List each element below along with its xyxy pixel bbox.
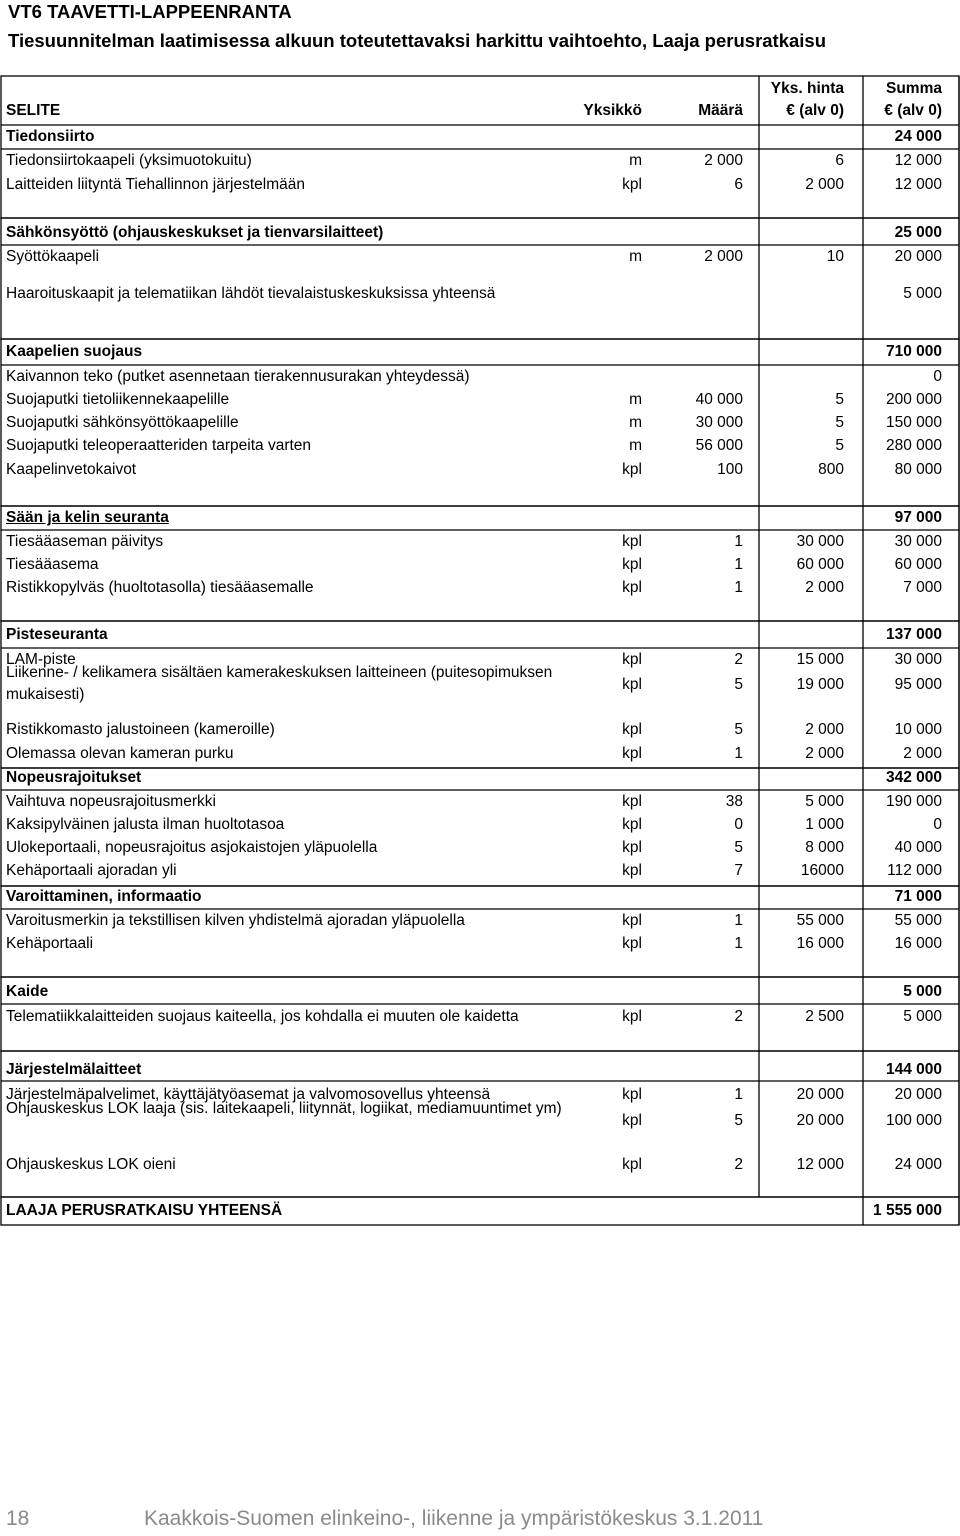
row-unit-price: 5 000 [805,793,844,810]
row-sum: 710 000 [885,343,942,360]
row-unit: kpl [622,1112,642,1129]
row-sum: 24 000 [894,1156,942,1173]
row-quantity: 1 [734,556,743,573]
row-description: Ristikkomasto jalustoineen (kameroille) [6,721,275,738]
row-description: Tiedonsiirtokaapeli (yksimuotokuitu) [6,152,252,169]
row-unit: kpl [622,745,642,762]
row-description: Ristikkopylväs (huoltotasolla) tiesääasemalle [6,579,314,596]
row-description: Vaihtuva nopeusrajoitusmerkki [6,793,216,810]
row-sum: 95 000 [894,676,942,693]
row-description: Nopeusrajoitukset [6,769,142,786]
row-sum: 190 000 [885,793,942,810]
row-sum: 342 000 [885,769,942,786]
row-unit-price: 2 500 [805,1008,844,1025]
row-description: Olemassa olevan kameran purku [6,745,234,762]
row-quantity: 1 [734,579,743,596]
header-unit-price-line1: Yks. hinta [770,80,844,97]
row-unit: kpl [622,176,642,193]
row-unit: m [629,414,642,431]
row-sum: 60 000 [894,556,942,573]
header-quantity: Määrä [698,102,743,119]
row-unit-price: 8 000 [805,839,844,856]
row-description: Suojaputki sähkönsyöttökaapelille [6,414,239,431]
row-description: Kaksipylväinen jalusta ilman huoltotasoa [6,816,285,833]
row-quantity: 2 000 [704,152,743,169]
row-unit: m [629,391,642,408]
row-sum: 20 000 [894,248,942,265]
row-sum: 30 000 [894,651,942,668]
row-description: Kaivannon teko (putket asennetaan tierakennusurakan yhteydessä) [6,368,470,385]
header-unit: Yksikkö [583,102,642,119]
header-sum-line1: Summa [886,80,942,97]
row-sum: 30 000 [894,533,942,550]
row-sum: 112 000 [887,862,942,879]
row-unit: kpl [622,862,642,879]
row-unit-price: 16 000 [796,935,844,952]
row-sum: 150 000 [885,414,942,431]
row-sum: 12 000 [894,176,942,193]
row-unit: kpl [622,676,642,693]
document-subtitle: Tiesuunnitelman laatimisessa alkuun toteutettavaksi harkittu vaihtoehto, Laaja perusratkaisu [8,30,827,51]
row-unit-price: 19 000 [796,676,844,693]
row-quantity: 1 [734,935,743,952]
row-unit-price: 1 000 [805,816,844,833]
header-description: SELITE [6,102,61,119]
row-description: LAM-piste [6,651,76,668]
row-description: Sään ja kelin seuranta [6,509,169,526]
row-unit-price: 20 000 [796,1086,844,1103]
row-description: Pisteseuranta [6,626,108,643]
row-description: LAAJA PERUSRATKAISU YHTEENSÄ [6,1202,283,1219]
row-description: Telematiikkalaitteiden suojaus kaiteella, jos kohdalla ei muuten ole kaidetta [6,1008,519,1025]
row-unit-price: 5 [835,414,844,431]
row-sum: 5 000 [903,1008,942,1025]
row-unit: kpl [622,912,642,929]
row-description: Haaroituskaapit ja telematiikan lähdöt tievalaistuskeskuksissa yhteensä [6,285,496,302]
row-sum: 10 000 [894,721,942,738]
row-sum: 137 000 [885,626,942,643]
row-sum: 0 [933,368,942,385]
row-description: Liikenne- / kelikamera sisältäen kamerakeskuksen laitteineen (puitesopimuksen mukaisesti) [6,664,553,703]
row-unit: kpl [622,839,642,856]
row-unit: kpl [622,721,642,738]
row-sum: 80 000 [894,461,942,478]
row-unit-price: 60 000 [796,556,844,573]
row-description: Tiesääasema [6,556,99,573]
row-sum: 16 000 [894,935,942,952]
row-description: Ulokeportaali, nopeusrajoitus asjokaistojen yläpuolella [6,839,378,856]
row-description: Kaapelien suojaus [6,343,143,360]
row-unit-price: 20 000 [796,1112,844,1129]
row-sum: 7 000 [903,579,942,596]
row-unit-price: 10 [826,248,844,265]
row-sum: 2 000 [903,745,942,762]
row-description: Varoitusmerkin ja tekstillisen kilven yhdistelmä ajoradan yläpuolella [6,912,465,929]
row-quantity: 56 000 [695,437,743,454]
row-sum: 100 000 [885,1112,942,1129]
row-sum: 280 000 [885,437,942,454]
row-unit: kpl [622,533,642,550]
row-unit-price: 2 000 [805,745,844,762]
row-unit-price: 6 [835,152,844,169]
header-sum-line2: € (alv 0) [884,102,942,119]
row-quantity: 2 [734,651,743,668]
row-unit: m [629,152,642,169]
row-sum: 200 000 [885,391,942,408]
row-unit-price: 5 [835,391,844,408]
row-sum: 24 000 [894,128,942,145]
row-unit-price: 55 000 [796,912,844,929]
row-unit-price: 800 [818,461,844,478]
row-description: Tiedonsiirto [6,128,95,145]
row-sum: 71 000 [894,888,942,905]
row-sum: 40 000 [894,839,942,856]
row-unit-price: 16000 [800,862,844,879]
row-quantity: 30 000 [695,414,743,431]
row-quantity: 7 [734,862,743,879]
row-sum: 20 000 [894,1086,942,1103]
row-sum: 97 000 [894,509,942,526]
row-unit: kpl [622,461,642,478]
row-unit: kpl [622,935,642,952]
row-unit-price: 5 [835,437,844,454]
row-quantity: 100 [717,461,743,478]
row-description: Suojaputki teleoperaatteriden tarpeita varten [6,437,312,454]
row-description: Kehäportaali ajoradan yli [6,862,177,879]
row-sum: 144 000 [885,1061,942,1078]
row-unit: m [629,437,642,454]
row-unit-price: 15 000 [796,651,844,668]
row-quantity: 5 [734,721,743,738]
header-unit-price-line2: € (alv 0) [786,102,844,119]
row-sum: 0 [933,816,942,833]
row-description: Kehäportaali [6,935,94,952]
row-description: Suojaputki tietoliikennekaapelille [6,391,230,408]
row-description: Järjestelmäpalvelimet, käyttäjätyöasemat ja valvomosovellus yhteensä [6,1086,491,1103]
row-description: Järjestelmälaitteet [6,1061,142,1078]
row-description: Varoittaminen, informaatio [6,888,202,905]
row-unit: kpl [622,1008,642,1025]
row-description: Ohjauskeskus LOK laaja (sis. laitekaapeli, liitynnät, logiikat, mediamuuntimet ym) [6,1100,562,1117]
row-sum: 1 555 000 [873,1202,942,1219]
row-quantity: 1 [734,912,743,929]
row-unit: kpl [622,793,642,810]
row-unit: kpl [622,1156,642,1173]
row-quantity: 0 [734,816,743,833]
row-quantity: 2 [734,1008,743,1025]
row-quantity: 2 000 [704,248,743,265]
row-unit: kpl [622,1086,642,1103]
row-sum: 5 000 [903,983,942,1000]
row-sum: 12 000 [894,152,942,169]
row-unit: kpl [622,816,642,833]
row-quantity: 2 [734,1156,743,1173]
row-sum: 55 000 [894,912,942,929]
row-description: Kaide [6,983,49,1000]
row-sum: 5 000 [903,285,942,302]
row-unit-price: 2 000 [805,721,844,738]
row-sum: 25 000 [894,224,942,241]
row-quantity: 5 [734,839,743,856]
row-unit: kpl [622,556,642,573]
row-description: Tiesääaseman päivitys [6,533,164,550]
row-description: Ohjauskeskus LOK oieni [6,1156,176,1173]
row-unit-price: 2 000 [805,176,844,193]
page-number: 18 [6,1507,30,1530]
row-quantity: 38 [725,793,743,810]
document-title: VT6 TAAVETTI-LAPPEENRANTA [8,1,292,22]
row-quantity: 1 [734,745,743,762]
row-unit: m [629,248,642,265]
row-quantity: 6 [734,176,743,193]
row-description: Sähkönsyöttö (ohjauskeskukset ja tienvarsilaitteet) [6,224,384,241]
row-unit-price: 30 000 [796,533,844,550]
row-description: Syöttökaapeli [6,248,100,265]
row-unit-price: 2 000 [805,579,844,596]
row-quantity: 1 [734,1086,743,1103]
row-unit: kpl [622,579,642,596]
row-description: Laitteiden liityntä Tiehallinnon järjestelmään [6,176,305,193]
row-quantity: 1 [734,533,743,550]
row-quantity: 40 000 [695,391,743,408]
row-quantity: 5 [734,676,743,693]
row-quantity: 5 [734,1112,743,1129]
row-description: Kaapelinvetokaivot [6,461,137,478]
footer-source: Kaakkois-Suomen elinkeino-, liikenne ja ympäristökeskus 3.1.2011 [144,1507,764,1530]
row-unit: kpl [622,651,642,668]
row-unit-price: 12 000 [796,1156,844,1173]
